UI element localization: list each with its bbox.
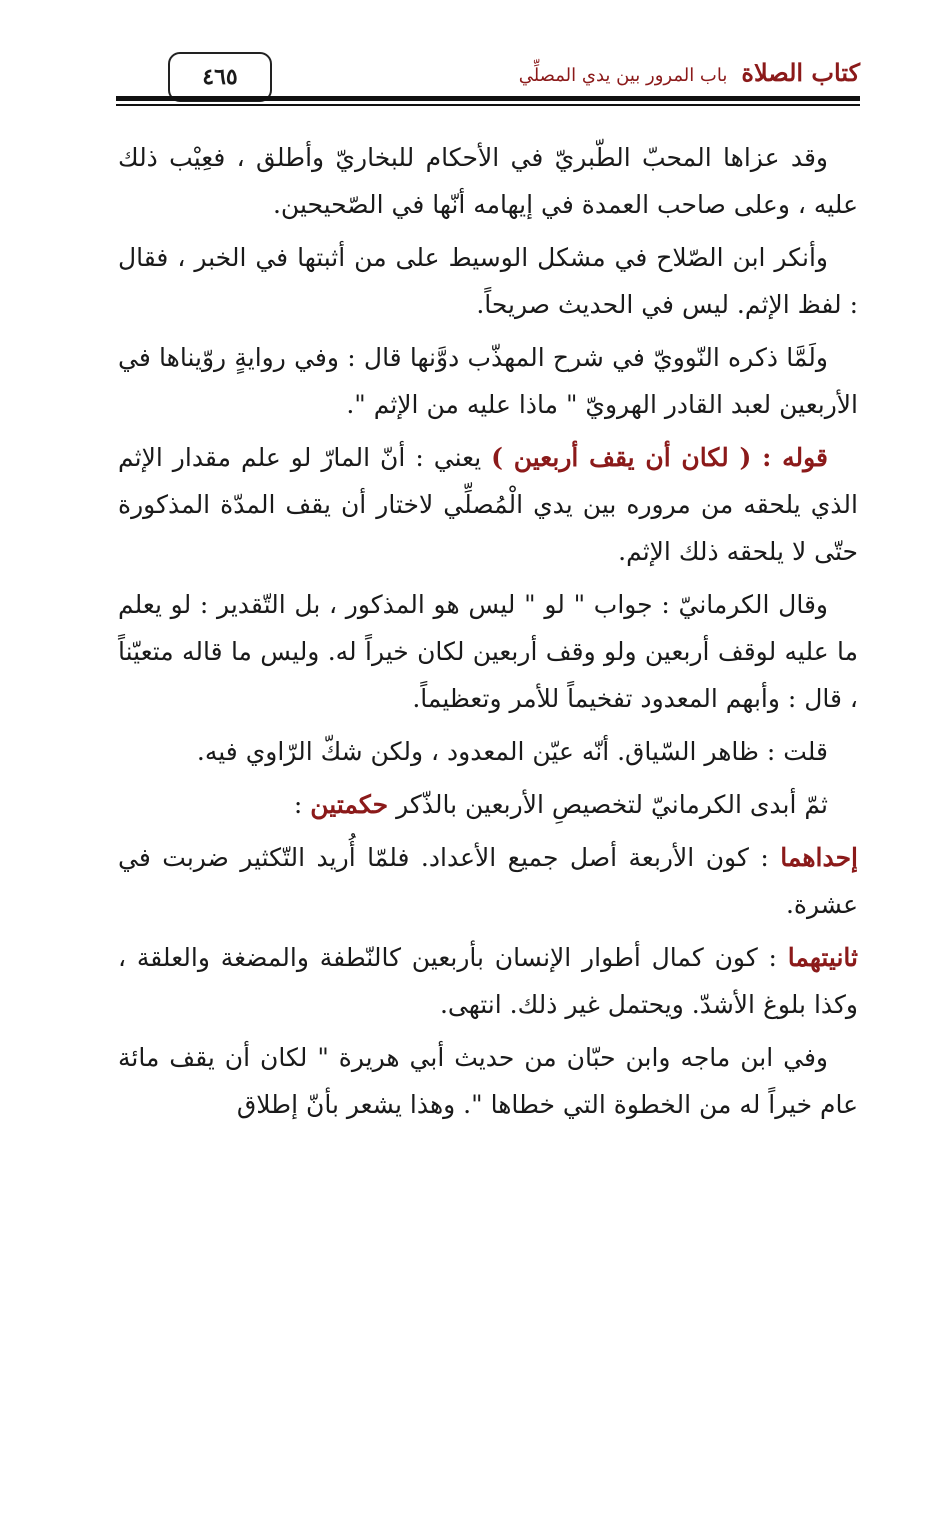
highlight-term: إحداهما <box>780 843 858 872</box>
paragraph-5: وقال الكرمانيّ : جواب " لو " ليس هو المذكور ، بل التّقدير : لو يعلم ما عليه لوقف أربعين ولو وقف أربعين لكان خيراً له. وليس ما قاله متعيّناً ، قال : وأبهم المعدود تفخيماً للأمر وتعظيماً. <box>118 590 858 713</box>
paragraph-6: قلت : ظاهر السّياق. أنّه عيّن المعدود ، ولكن شكّ الرّاوي فيه. <box>196 737 828 766</box>
book-title: كتاب الصلاة <box>741 58 860 87</box>
page-number: ٤٦٥ <box>168 52 272 102</box>
running-title <box>519 58 860 87</box>
paragraph-8: إحداهما : كون الأربعة أصل جميع الأعداد. فلمّا أُريد التّكثير ضربت في عشرة. <box>118 843 858 919</box>
paragraph-4: قوله : ( لكان أن يقف أربعين ) يعني : أنّ المارّ لو علم مقدار الإثم الذي يلحقه من مروره بين يدي الْمُصلِّي لاختار أن يقف المدّة المذكورة حتّى لا يلحقه ذلك الإثم. <box>118 443 858 566</box>
paragraph-1: وقد عزاها المحبّ الطّبريّ في الأحكام للبخاريّ وأطلق ، فعِيْب ذلك عليه ، وعلى صاحب العمدة في إيهامه أنّها في الصّحيحين. <box>118 143 858 219</box>
paragraph-2: وأنكر ابن الصّلاح في مشكل الوسيط على من أثبتها في الخبر ، فقال : لفظ الإثم. ليس في الحديث صريحاً. <box>118 243 858 319</box>
chapter-title: باب المرور بين يدي المصلِّي <box>518 65 728 86</box>
paragraph-7: ثمّ أبدى الكرمانيّ لتخصيصِ الأربعين بالذّكر حكمتين : <box>293 790 828 819</box>
highlight-term: حكمتين <box>310 790 389 819</box>
paragraph-3: ولَمَّا ذكره النّوويّ في شرح المهذّب دوَّنها قال : وفي روايةٍ روّيناها في الأربعين لعبد القادر الهرويّ " ماذا عليه من الإثم ". <box>118 343 858 419</box>
paragraph-9: ثانيتهما : كون كمال أطوار الإنسان بأربعين كالنّطفة والمضغة والعلقة ، وكذا بلوغ الأشدّ. ويحتمل غير ذلك. انتهى. <box>118 943 858 1019</box>
header-rule-thin <box>116 104 860 106</box>
header-rule-thick <box>116 96 860 101</box>
page-body <box>118 134 858 1134</box>
highlight-term: ثانيتهما <box>787 943 858 972</box>
highlight-quote: قوله : ( لكان أن يقف أربعين ) <box>491 443 828 472</box>
paragraph-10: وفي ابن ماجه وابن حبّان من حديث أبي هريرة " لكان أن يقف مائة عام خيراً له من الخطوة التي خطاها ". وهذا يشعر بأنّ إطلاق <box>118 1043 858 1119</box>
